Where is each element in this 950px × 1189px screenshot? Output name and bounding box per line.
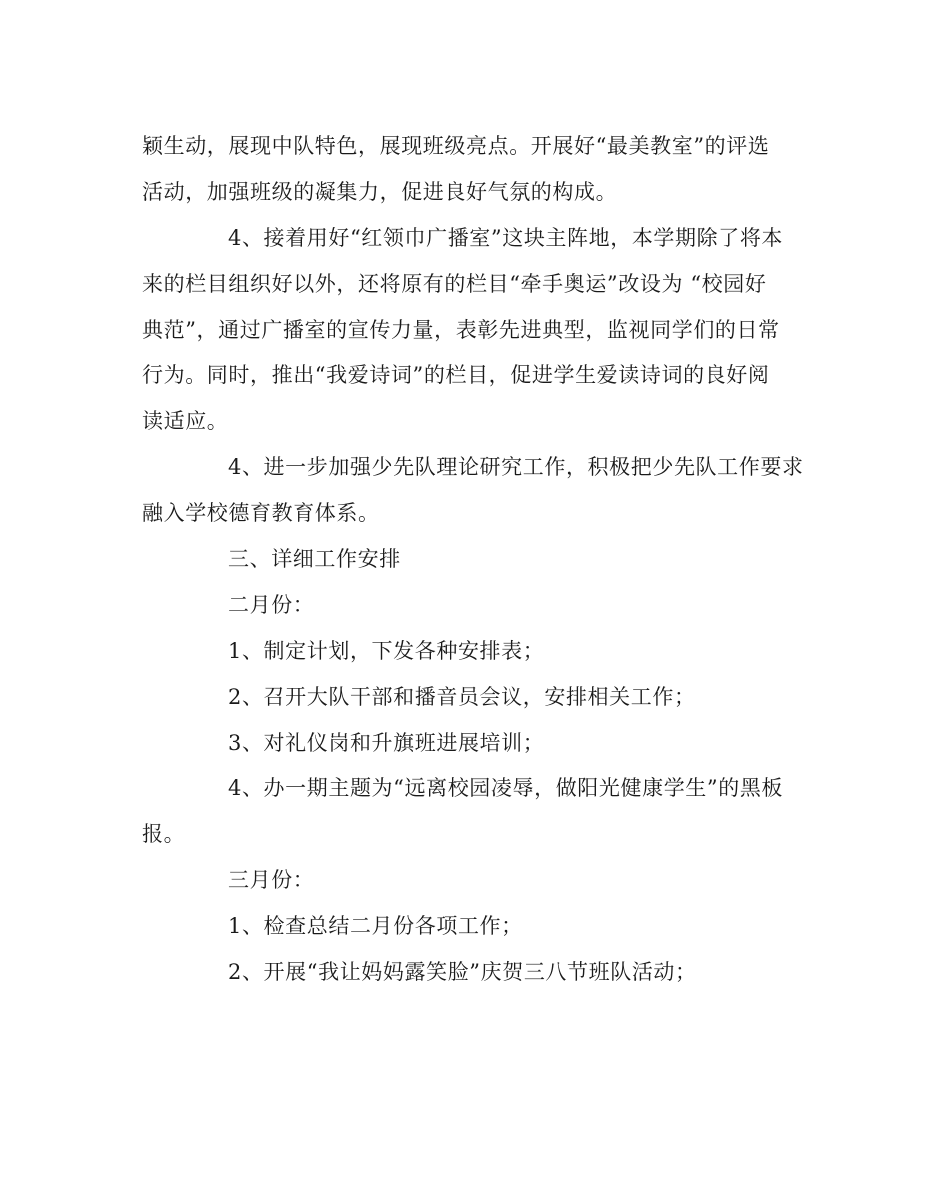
paragraph-line: 4、进一步加强少先队理论研究工作，积极把少先队工作要求 [228, 455, 804, 480]
paragraph-line: 典范”，通过广播室的宣传力量，表彰先进典型，监视同学们的日常 [142, 317, 780, 342]
list-item: 2、开展“我让妈妈露笑脸”庆贺三八节班队活动； [228, 960, 697, 985]
paragraph-line: 4、接着用好“红领巾广播室”这块主阵地，本学期除了将本 [228, 225, 784, 250]
month-heading: 三月份： [228, 868, 315, 893]
paragraph-line: 融入学校德育教育体系。 [142, 501, 380, 526]
paragraph-line: 读适应。 [142, 409, 229, 434]
list-item: 3、对礼仪岗和升旗班进展培训； [228, 730, 545, 755]
paragraph-line: 颖生动，展现中队特色，展现班级亮点。开展好“最美教室”的评选 [142, 134, 770, 158]
document-body [142, 124, 812, 996]
list-item: 1、制定计划，下发各种安排表； [228, 638, 545, 663]
list-item: 4、办一期主题为“远离校园凌辱，做阳光健康学生”的黑板 [228, 776, 784, 801]
paragraph-line: 行为。同时，推出“我爱诗词”的栏目，促进学生爱读诗词的良好阅 [142, 363, 770, 388]
paragraph-line: 来的栏目组织好以外，还将原有的栏目“牵手奥运”改设为 “校园好 [142, 271, 767, 296]
paragraph-line: 活动，加强班级的凝集力，促进良好气氛的构成。 [142, 179, 618, 204]
section-heading: 三、详细工作安排 [228, 547, 401, 572]
list-item: 2、召开大队干部和播音员会议，安排相关工作； [228, 684, 696, 709]
list-item: 1、检查总结二月份各项工作； [228, 914, 523, 939]
month-heading: 二月份： [228, 592, 315, 617]
list-item-continuation: 报。 [142, 822, 186, 847]
